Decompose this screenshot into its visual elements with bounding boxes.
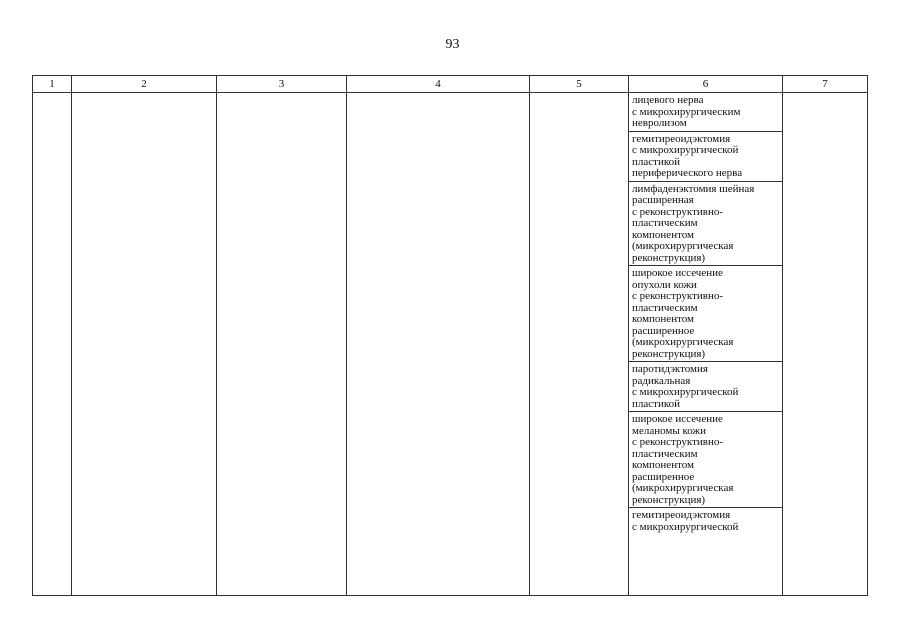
procedure-item: лицевого нерва с микрохирургическим невролизом bbox=[629, 93, 782, 132]
column-header-7: 7 bbox=[783, 76, 868, 93]
table-row bbox=[33, 93, 868, 596]
cell-col-4 bbox=[347, 93, 530, 596]
column-header-2: 2 bbox=[72, 76, 217, 93]
cell-col-5 bbox=[530, 93, 629, 596]
cell-col-2 bbox=[72, 93, 217, 596]
column-header-5: 5 bbox=[530, 76, 629, 93]
procedure-item: широкое иссечение опухоли кожи с реконструктивно- пластическим компонентом расширенное (микрохирургическая реконструкция) bbox=[629, 266, 782, 362]
procedure-item: лимфаденэктомия шейная расширенная с реконструктивно- пластическим компонентом (микрохирургическая реконструкция) bbox=[629, 182, 782, 267]
cell-col-7 bbox=[783, 93, 868, 596]
procedure-item: гемитиреоидэктомия с микрохирургической bbox=[632, 509, 739, 533]
procedure-item: гемитиреоидэктомия с микрохирургической пластикой периферического нерва bbox=[629, 132, 782, 182]
document-table bbox=[32, 75, 868, 596]
page-number: 93 bbox=[445, 37, 460, 52]
procedure-item: широкое иссечение меланомы кожи с реконструктивно- пластическим компонентом расширенное (микрохирургическая реконструкция) bbox=[629, 412, 782, 508]
column-header-1: 1 bbox=[33, 76, 72, 93]
procedure-item: паротидэктомия радикальная с микрохирургической пластикой bbox=[629, 362, 782, 412]
header-row bbox=[33, 76, 868, 93]
cell-col-6 bbox=[629, 93, 783, 596]
column-header-6: 6 bbox=[629, 76, 783, 93]
column-header-3: 3 bbox=[217, 76, 347, 93]
procedure-list bbox=[629, 93, 782, 595]
cell-col-3 bbox=[217, 93, 347, 596]
cell-col-1 bbox=[33, 93, 72, 596]
column-header-4: 4 bbox=[347, 76, 530, 93]
